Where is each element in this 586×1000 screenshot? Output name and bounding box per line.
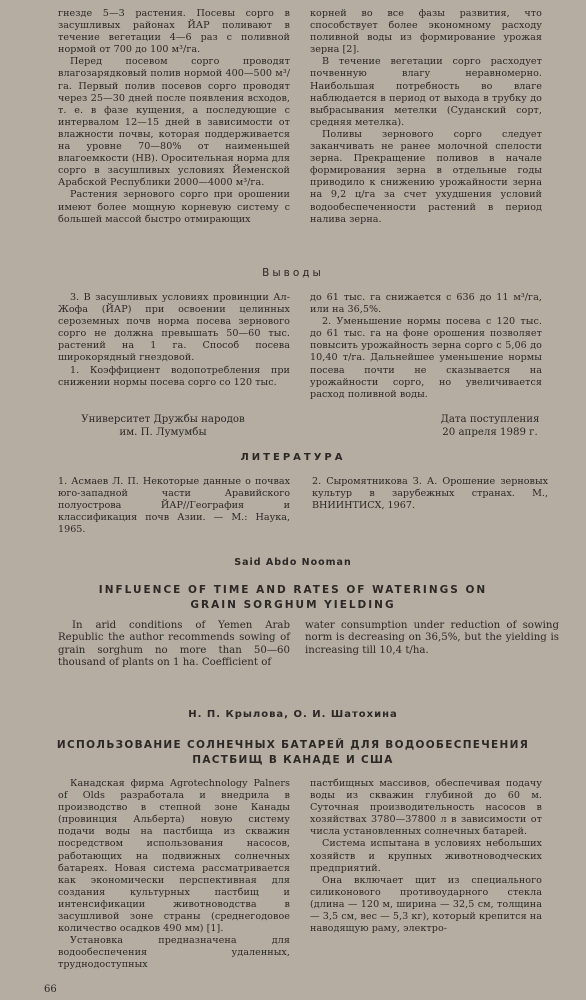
- paragraph: Поливы зернового сорго следует заканчивать не ранее молочной спелости зерна. Прекращение поливов в начале формирования зерна в отдельные годы приводило к снижению урожайности зерна на 9,2 ц/га за счет ухудшения условий водообеспеченности растений в период налива зерна.: [310, 128, 542, 225]
- literature-heading: ЛИТЕРАТУРА: [240, 452, 346, 463]
- paragraph: пастбищных массивов, обеспечивая подачу воды из скважин глубиной до 60 м. Суточная производительность насосов в хозяйствах 3780—37800 л в зависимости от числа установленных солнечных батарей.: [310, 778, 542, 838]
- paragraph: Установка предназначена для водообеспечения удаленных, труднодоступных: [58, 935, 290, 971]
- paragraph: В течение вегетации сорго расходует почвенную влагу неравномерно. Наибольшая потребность во влаге наблюдается в период от выхода в трубку до выбрасывания метелки (Суданский сорт, средняя метелка).: [310, 56, 542, 128]
- affiliation: [58, 413, 268, 439]
- reference-item: 1. Асмаев Л. П. Некоторые данные о почвах юго-западной части Аравийского полуострова ЙАР//География и классификация почв Азии. — М.: Наука, 1965.: [58, 476, 290, 535]
- paragraph: 2. Уменьшение нормы посева с 120 тыс. до 61 тыс. га на фоне орошения позволяет повысить урожайность зерна сорго с 5,06 до 10,40 т/га. Дальнейшее уменьшение нормы посева почти не сказывается на урожайности сорго, но увеличивается расход поливной воды.: [310, 316, 542, 400]
- paragraph: In arid conditions of Yemen Arab Republic the author recommends sowing of grain sorghum no more than 50—60 thousand of plants on 1 ha. Coefficient of: [58, 620, 290, 669]
- received-date-label: Дата поступления: [440, 414, 540, 425]
- english-title-line: INFLUENCE OF TIME AND RATES OF WATERINGS ON: [98, 584, 488, 596]
- paragraph: Перед посевом сорго проводят влагозарядковый полив нормой 400—500 м³/га. Первый полив посевов сорго проводят через 25—30 дней после появления всходов, т. е. в фазе кущения, а последующие с интервалом 12—15 дней в зависимости от влажности почвы, которая поддерживается на уровне 70—80% от наименьшей влагоемкости (НВ). Оросительная норма для сорго в засушливых условиях Йеменской Арабской Республики 2000—4000 м³/га.: [58, 56, 290, 189]
- received-date-value: 20 апреля 1989 г.: [442, 427, 538, 438]
- top-right-column: [310, 8, 542, 226]
- english-abstract-left: [58, 620, 290, 670]
- article-title: [0, 738, 586, 768]
- paragraph: Она включает щит из специального силиконового противоударного стекла (длина — 120 м, ширина — 32,5 см, толщина — 3,5 см, вес — 5,3 кг), который крепится на наводящую раму, электро-: [310, 874, 542, 935]
- affiliation-line: Университет Дружбы народов: [81, 414, 245, 425]
- bottom-left-column: [58, 778, 290, 972]
- paragraph: гнезде 5—3 растения. Посевы сорго в засушливых районах ЙАР поливают в течение вегетации 4—6 раз с поливной нормой от 700 до 100 м³/га.: [58, 8, 290, 56]
- bottom-right-column: [310, 778, 542, 935]
- conclusions-right-column: [310, 292, 542, 401]
- affiliation-line: им. П. Лумумбы: [119, 427, 207, 438]
- paragraph: до 61 тыс. га снижается с 636 до 11 м³/га, или на 36,5%.: [310, 292, 542, 316]
- paragraph: корней во все фазы развития, что способствует более экономному расходу поливной воды из формирование урожая зерна [2].: [310, 8, 542, 56]
- english-abstract-right: [305, 620, 559, 657]
- page-number: 66: [44, 984, 57, 995]
- paragraph: 3. В засушливых условиях провинции Ал-Жофа (ЙАР) при освоении целинных сероземных почв норма посева зернового сорго не должна превышать 50—60 тыс. растений на 1 га. Способ посева широкорядный гнездовой.: [58, 292, 290, 364]
- paragraph: water consumption under reduction of sowing norm is decreasing on 36,5%, but the yielding is increasing till 10,4 t/ha.: [305, 620, 559, 656]
- reference-item: 2. Сыромятникова З. А. Орошение зерновых культур в зарубежных странах. М., ВНИИНТИСХ, 1967.: [312, 476, 548, 511]
- article-title-line: ИСПОЛЬЗОВАНИЕ СОЛНЕЧНЫХ БАТАРЕЙ ДЛЯ ВОДООБЕСПЕЧЕНИЯ: [56, 739, 530, 751]
- english-title: [0, 583, 586, 613]
- english-author: Said Abdo Nooman: [234, 557, 352, 568]
- article-title-line: ПАСТБИЩ В КАНАДЕ И США: [192, 754, 394, 766]
- article-authors: Н. П. Крылова, О. И. Шатохина: [188, 709, 398, 720]
- paragraph: Канадская фирма Agrotechnology Palners of Olds разработала и внедрила в производство в степной зоне Канады (провинция Альберта) новую систему подачи воды на пастбища из скважин посредством использования насосов, работающих на подвижных солнечных батареях. Новая система рассматривается как экономически перспективная для создания культурных пастбищ и интенсификации животноводства в засушливой зоне страны (среднегодовое количество осадков 490 мм) [1].: [58, 778, 290, 935]
- conclusions-left-column: [58, 292, 290, 389]
- paragraph: Растения зернового сорго при орошении имеют более мощную корневую систему с большей массой быстро отмирающих: [58, 189, 290, 225]
- received-date: [420, 413, 560, 439]
- conclusions-heading: Выводы: [262, 267, 324, 279]
- english-title-line: GRAIN SORGHUM YIELDING: [190, 599, 396, 611]
- paragraph: Система испытана в условиях небольших хозяйств и крупных животноводческих предприятий.: [310, 838, 542, 874]
- paragraph: 1. Коэффициент водопотребления при снижении нормы посева сорго со 120 тыс.: [58, 364, 290, 388]
- top-left-column: [58, 8, 290, 226]
